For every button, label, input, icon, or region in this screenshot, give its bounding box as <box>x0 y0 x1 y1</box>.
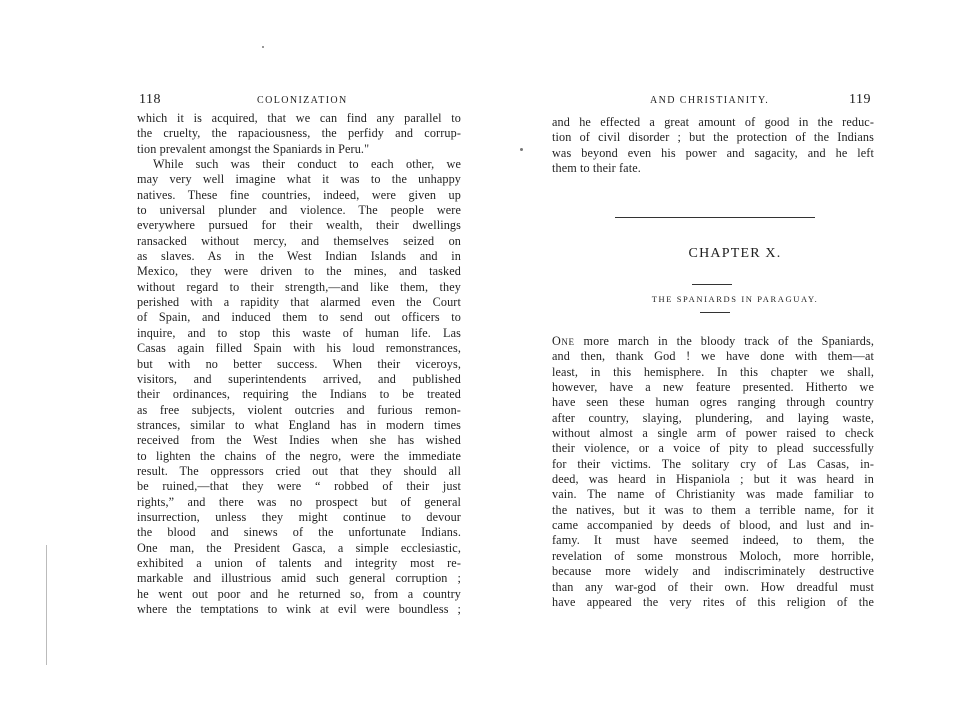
body-line: them to their fate. <box>552 161 641 176</box>
body-line: was beyond even his power and sagacity, and he left <box>552 145 874 160</box>
body-line: insurrection, unless they might continue to devour <box>137 509 461 524</box>
body-line: tion prevalent amongst the Spaniards in Peru." <box>137 141 370 156</box>
body-line: strances, similar to what England has in modern times <box>137 417 461 432</box>
body-line: to universal plunder and violence. The people were <box>137 203 461 218</box>
body-line: inquire, and to stop this waste of human life. Las <box>137 325 461 340</box>
body-line: revelation of some monstrous Moloch, more horrible, <box>552 548 874 563</box>
body-line: and then, thank God ! we have done with them—at <box>552 349 874 364</box>
body-line <box>552 334 874 349</box>
first-line-rest: more march in the bloody track of the Spaniards, <box>574 334 874 348</box>
body-line: however, have a new feature presented. Hitherto we <box>552 380 874 395</box>
body-line: without almost a single arm of power raised to check <box>552 426 874 441</box>
body-line: least, in this hemisphere. In this chapter we shall, <box>552 364 874 379</box>
body-line: which it is acquired, that we can find any parallel to <box>137 111 461 125</box>
body-line: to lighten the chains of the negro, were the immediate <box>137 448 461 463</box>
body-line: their violence, or a voice of pity to plead successfully <box>552 441 874 456</box>
body-line: he went out poor and he returned so, from a country <box>137 586 461 601</box>
chapter-title: CHAPTER X. <box>688 246 782 261</box>
body-line: everywhere pursued for their wealth, their dwellings <box>137 218 461 233</box>
chapter-subtitle: THE SPANIARDS IN PARAGUAY. <box>651 294 819 304</box>
body-line: result. The oppressors cried out that they should all <box>137 463 461 478</box>
body-line: exhibited a union of talents and integrity most re- <box>137 555 461 570</box>
chapter-rule-top <box>615 217 815 218</box>
scan-speck <box>262 46 264 48</box>
chapter-rule-short-bottom <box>700 312 730 313</box>
body-line: without regard to their strength,—and like them, they <box>137 279 461 294</box>
body-line: but with no better success. When their viceroys, <box>137 356 461 371</box>
body-line: deed, was heard in Hispaniola ; but it was heard in <box>552 472 874 487</box>
body-line: received from the West Indies when she has wished <box>137 433 461 448</box>
body-line: be ruined,—that they were “ robbed of their just <box>137 479 461 494</box>
chapter-opening-word: One <box>552 334 575 348</box>
running-head-left: COLONIZATION <box>257 95 348 106</box>
body-line: of Spain, and induced them to send out officers to <box>137 310 461 325</box>
right-page-body <box>552 334 874 610</box>
body-line: One man, the President Gasca, a simple ecclesiastic, <box>137 540 461 555</box>
body-line: visitors, and superintendents arrived, and published <box>137 371 461 386</box>
body-line: may very well imagine what it was to the unhappy <box>137 172 461 187</box>
body-line: after country, slaying, plundering, and laying waste, <box>552 410 874 425</box>
body-line: Casas again filled Spain with his loud remonstrances, <box>137 341 461 356</box>
body-line: While such was their conduct to each other, we <box>153 157 461 172</box>
body-line: ransacked without mercy, and themselves seized on <box>137 233 461 248</box>
body-line: their ordinances, requiring the Indians to be treated <box>137 387 461 402</box>
page-number-left: 118 <box>139 92 161 107</box>
right-page-top-paragraph <box>552 115 874 176</box>
body-line: vain. The name of Christianity was made familiar to <box>552 487 874 502</box>
body-line: where the temptations to wink at evil were boundless ; <box>137 602 461 616</box>
body-line: natives. These fine countries, indeed, were given up <box>137 187 461 202</box>
left-page-body <box>137 111 461 617</box>
body-line: Mexico, they were driven to the mines, and tasked <box>137 264 461 279</box>
page-number-right: 119 <box>849 92 871 107</box>
right-page <box>490 0 980 721</box>
body-line: than any war-god of their own. How dreadful must <box>552 579 874 594</box>
body-line: rights,” and there was no prospect but of general <box>137 494 461 509</box>
body-line: the blood and sinews of the unfortunate Indians. <box>137 525 461 540</box>
body-line: came accompanied by deeds of blood, and lust and in- <box>552 518 874 533</box>
body-line: because more widely and indiscriminately destructive <box>552 564 874 579</box>
body-line: markable and illustrious amid such general corruption ; <box>137 571 461 586</box>
body-line: famy. It must have seemed indeed, to them, the <box>552 533 874 548</box>
body-line: as slaves. As in the West Indian Islands and in <box>137 249 461 264</box>
body-line: the cruelty, the rapaciousness, the perfidy and corrup- <box>137 126 461 141</box>
body-line: tion of civil disorder ; but the protection of the Indians <box>552 130 874 145</box>
body-line: and he effected a great amount of good in the reduc- <box>552 115 874 129</box>
body-line: perished with a rapidity that alarmed even the Court <box>137 295 461 310</box>
scan-edge-mark <box>46 545 47 665</box>
running-head-right: AND CHRISTIANITY. <box>650 95 770 106</box>
body-line: have appeared the very rites of this religion of the <box>552 594 874 609</box>
body-line: for their victims. The solitary cry of Las Casas, in- <box>552 456 874 471</box>
body-line: the natives, but it was to them a terrible name, for it <box>552 502 874 517</box>
body-line: have seen these human ogres ranging through country <box>552 395 874 410</box>
scan-speck <box>520 148 523 151</box>
chapter-rule-short-top <box>692 284 732 285</box>
body-line: as free subjects, violent outcries and furious remon- <box>137 402 461 417</box>
